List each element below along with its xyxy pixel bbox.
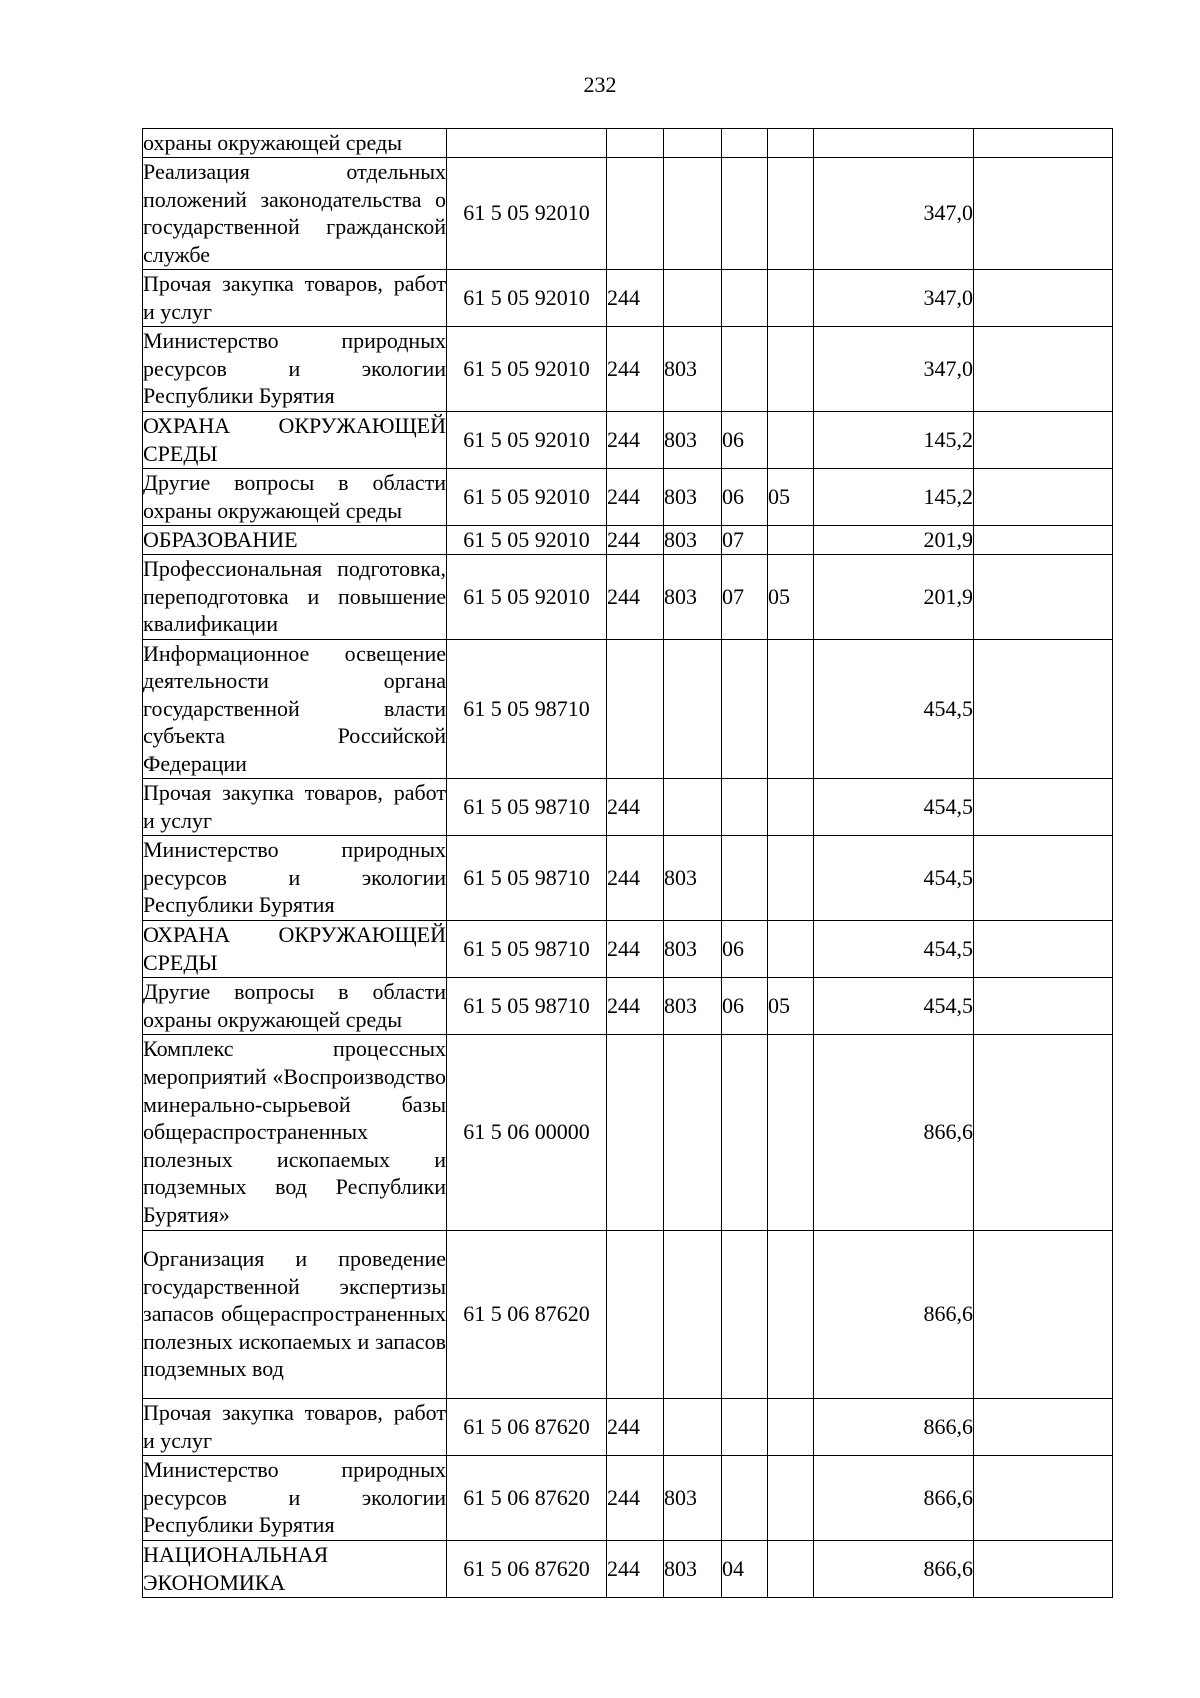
department-code: 803 bbox=[664, 1540, 722, 1597]
section-code: 06 bbox=[722, 920, 768, 977]
table-row bbox=[143, 1230, 1113, 1398]
extra-column bbox=[974, 639, 1113, 778]
section-code bbox=[722, 1034, 768, 1230]
section-code: 06 bbox=[722, 468, 768, 525]
subsection-code bbox=[768, 835, 814, 920]
section-code: 06 bbox=[722, 977, 768, 1034]
table-row bbox=[143, 639, 1113, 778]
extra-column bbox=[974, 157, 1113, 269]
department-code: 803 bbox=[664, 1455, 722, 1540]
amount: 454,5 bbox=[814, 920, 974, 977]
expense-type: 244 bbox=[607, 468, 664, 525]
target-code: 61 5 06 87620 bbox=[447, 1455, 607, 1540]
section-code: 06 bbox=[722, 411, 768, 468]
target-code: 61 5 05 98710 bbox=[447, 835, 607, 920]
expense-type: 244 bbox=[607, 835, 664, 920]
row-name: Организация и проведение государственной экспертизы запасов общераспространенных полезных ископаемых и запасов подземных вод bbox=[143, 1230, 447, 1398]
expense-type: 244 bbox=[607, 554, 664, 639]
amount: 347,0 bbox=[814, 157, 974, 269]
expense-type bbox=[607, 1034, 664, 1230]
table-row bbox=[143, 411, 1113, 468]
page-number: 232 bbox=[583, 72, 617, 97]
table-row bbox=[143, 920, 1113, 977]
target-code: 61 5 06 00000 bbox=[447, 1034, 607, 1230]
department-code bbox=[664, 778, 722, 835]
amount: 866,6 bbox=[814, 1455, 974, 1540]
extra-column bbox=[974, 129, 1113, 158]
department-code: 803 bbox=[664, 977, 722, 1034]
section-code bbox=[722, 1455, 768, 1540]
subsection-code bbox=[768, 326, 814, 411]
amount: 201,9 bbox=[814, 525, 974, 554]
department-code: 803 bbox=[664, 835, 722, 920]
row-name: Прочая закупка товаров, работ и услуг bbox=[143, 1398, 447, 1455]
expense-type: 244 bbox=[607, 778, 664, 835]
subsection-code bbox=[768, 411, 814, 468]
department-code bbox=[664, 269, 722, 326]
table-row bbox=[143, 1455, 1113, 1540]
table-row bbox=[143, 778, 1113, 835]
section-code: 07 bbox=[722, 525, 768, 554]
table-row bbox=[143, 1398, 1113, 1455]
department-code bbox=[664, 1230, 722, 1398]
subsection-code bbox=[768, 129, 814, 158]
row-name: Реализация отдельных положений законодательства о государственной гражданской службе bbox=[143, 157, 447, 269]
table-row bbox=[143, 269, 1113, 326]
amount: 454,5 bbox=[814, 835, 974, 920]
subsection-code: 05 bbox=[768, 468, 814, 525]
extra-column bbox=[974, 977, 1113, 1034]
subsection-code bbox=[768, 525, 814, 554]
extra-column bbox=[974, 1398, 1113, 1455]
row-name: Профессиональная подготовка, переподготовка и повышение квалификации bbox=[143, 554, 447, 639]
subsection-code bbox=[768, 1398, 814, 1455]
section-code bbox=[722, 639, 768, 778]
row-name: ОБРАЗОВАНИЕ bbox=[143, 525, 447, 554]
row-name: Другие вопросы в области охраны окружающей среды bbox=[143, 468, 447, 525]
section-code bbox=[722, 326, 768, 411]
table-row bbox=[143, 157, 1113, 269]
extra-column bbox=[974, 920, 1113, 977]
target-code: 61 5 06 87620 bbox=[447, 1398, 607, 1455]
extra-column bbox=[974, 778, 1113, 835]
extra-column bbox=[974, 554, 1113, 639]
subsection-code bbox=[768, 1540, 814, 1597]
extra-column bbox=[974, 1455, 1113, 1540]
amount: 201,9 bbox=[814, 554, 974, 639]
extra-column bbox=[974, 835, 1113, 920]
extra-column bbox=[974, 326, 1113, 411]
target-code: 61 5 05 98710 bbox=[447, 778, 607, 835]
target-code: 61 5 05 92010 bbox=[447, 525, 607, 554]
table-row bbox=[143, 835, 1113, 920]
target-code: 61 5 05 98710 bbox=[447, 977, 607, 1034]
section-code bbox=[722, 157, 768, 269]
target-code: 61 5 05 98710 bbox=[447, 920, 607, 977]
expense-type bbox=[607, 129, 664, 158]
budget-table bbox=[142, 128, 1113, 1598]
row-name: НАЦИОНАЛЬНАЯ ЭКОНОМИКА bbox=[143, 1540, 447, 1597]
expense-type bbox=[607, 639, 664, 778]
subsection-code bbox=[768, 1034, 814, 1230]
extra-column bbox=[974, 411, 1113, 468]
row-name: Прочая закупка товаров, работ и услуг bbox=[143, 778, 447, 835]
section-code bbox=[722, 269, 768, 326]
expense-type: 244 bbox=[607, 411, 664, 468]
extra-column bbox=[974, 1034, 1113, 1230]
target-code: 61 5 05 92010 bbox=[447, 326, 607, 411]
amount: 145,2 bbox=[814, 411, 974, 468]
row-name: Информационное освещение деятельности органа государственной власти субъекта Российской Федерации bbox=[143, 639, 447, 778]
row-name: Прочая закупка товаров, работ и услуг bbox=[143, 269, 447, 326]
subsection-code bbox=[768, 269, 814, 326]
target-code bbox=[447, 129, 607, 158]
department-code: 803 bbox=[664, 468, 722, 525]
department-code bbox=[664, 157, 722, 269]
extra-column bbox=[974, 1540, 1113, 1597]
section-code bbox=[722, 129, 768, 158]
department-code: 803 bbox=[664, 326, 722, 411]
target-code: 61 5 05 92010 bbox=[447, 411, 607, 468]
subsection-code bbox=[768, 920, 814, 977]
expense-type: 244 bbox=[607, 1398, 664, 1455]
subsection-code: 05 bbox=[768, 554, 814, 639]
row-name: ОХРАНА ОКРУЖАЮЩЕЙ СРЕДЫ bbox=[143, 920, 447, 977]
extra-column bbox=[974, 269, 1113, 326]
expense-type: 244 bbox=[607, 326, 664, 411]
subsection-code bbox=[768, 1230, 814, 1398]
section-code bbox=[722, 1398, 768, 1455]
expense-type: 244 bbox=[607, 269, 664, 326]
table-row bbox=[143, 326, 1113, 411]
subsection-code bbox=[768, 639, 814, 778]
subsection-code bbox=[768, 1455, 814, 1540]
amount: 454,5 bbox=[814, 977, 974, 1034]
amount: 866,6 bbox=[814, 1540, 974, 1597]
section-code: 07 bbox=[722, 554, 768, 639]
extra-column bbox=[974, 525, 1113, 554]
row-name: ОХРАНА ОКРУЖАЮЩЕЙ СРЕДЫ bbox=[143, 411, 447, 468]
amount: 145,2 bbox=[814, 468, 974, 525]
department-code: 803 bbox=[664, 411, 722, 468]
target-code: 61 5 05 98710 bbox=[447, 639, 607, 778]
department-code bbox=[664, 129, 722, 158]
table-row bbox=[143, 525, 1113, 554]
row-name: Другие вопросы в области охраны окружающей среды bbox=[143, 977, 447, 1034]
table-row bbox=[143, 554, 1113, 639]
amount: 866,6 bbox=[814, 1398, 974, 1455]
amount: 347,0 bbox=[814, 269, 974, 326]
row-name: Комплекс процессных мероприятий «Воспроизводство минерально-сырьевой базы общераспространенных полезных ископаемых и подземных вод Республики Бурятия» bbox=[143, 1034, 447, 1230]
expense-type: 244 bbox=[607, 525, 664, 554]
amount: 454,5 bbox=[814, 778, 974, 835]
row-name: Министерство природных ресурсов и экологии Республики Бурятия bbox=[143, 1455, 447, 1540]
amount bbox=[814, 129, 974, 158]
row-name: Министерство природных ресурсов и экологии Республики Бурятия bbox=[143, 835, 447, 920]
target-code: 61 5 05 92010 bbox=[447, 554, 607, 639]
section-code bbox=[722, 778, 768, 835]
table-row bbox=[143, 977, 1113, 1034]
expense-type: 244 bbox=[607, 1540, 664, 1597]
target-code: 61 5 05 92010 bbox=[447, 157, 607, 269]
department-code bbox=[664, 1398, 722, 1455]
expense-type: 244 bbox=[607, 920, 664, 977]
target-code: 61 5 05 92010 bbox=[447, 468, 607, 525]
target-code: 61 5 06 87620 bbox=[447, 1540, 607, 1597]
section-code bbox=[722, 835, 768, 920]
table-row bbox=[143, 1540, 1113, 1597]
amount: 454,5 bbox=[814, 639, 974, 778]
expense-type bbox=[607, 1230, 664, 1398]
target-code: 61 5 06 87620 bbox=[447, 1230, 607, 1398]
amount: 866,6 bbox=[814, 1034, 974, 1230]
row-name: охраны окружающей среды bbox=[143, 129, 447, 158]
department-code: 803 bbox=[664, 920, 722, 977]
table-row bbox=[143, 1034, 1113, 1230]
expense-type: 244 bbox=[607, 977, 664, 1034]
department-code bbox=[664, 1034, 722, 1230]
extra-column bbox=[974, 468, 1113, 525]
subsection-code: 05 bbox=[768, 977, 814, 1034]
extra-column bbox=[974, 1230, 1113, 1398]
section-code bbox=[722, 1230, 768, 1398]
target-code: 61 5 05 92010 bbox=[447, 269, 607, 326]
department-code: 803 bbox=[664, 554, 722, 639]
subsection-code bbox=[768, 778, 814, 835]
department-code: 803 bbox=[664, 525, 722, 554]
expense-type bbox=[607, 157, 664, 269]
department-code bbox=[664, 639, 722, 778]
expense-type: 244 bbox=[607, 1455, 664, 1540]
amount: 866,6 bbox=[814, 1230, 974, 1398]
table-row bbox=[143, 468, 1113, 525]
amount: 347,0 bbox=[814, 326, 974, 411]
subsection-code bbox=[768, 157, 814, 269]
row-name: Министерство природных ресурсов и экологии Республики Бурятия bbox=[143, 326, 447, 411]
table-row bbox=[143, 129, 1113, 158]
section-code: 04 bbox=[722, 1540, 768, 1597]
